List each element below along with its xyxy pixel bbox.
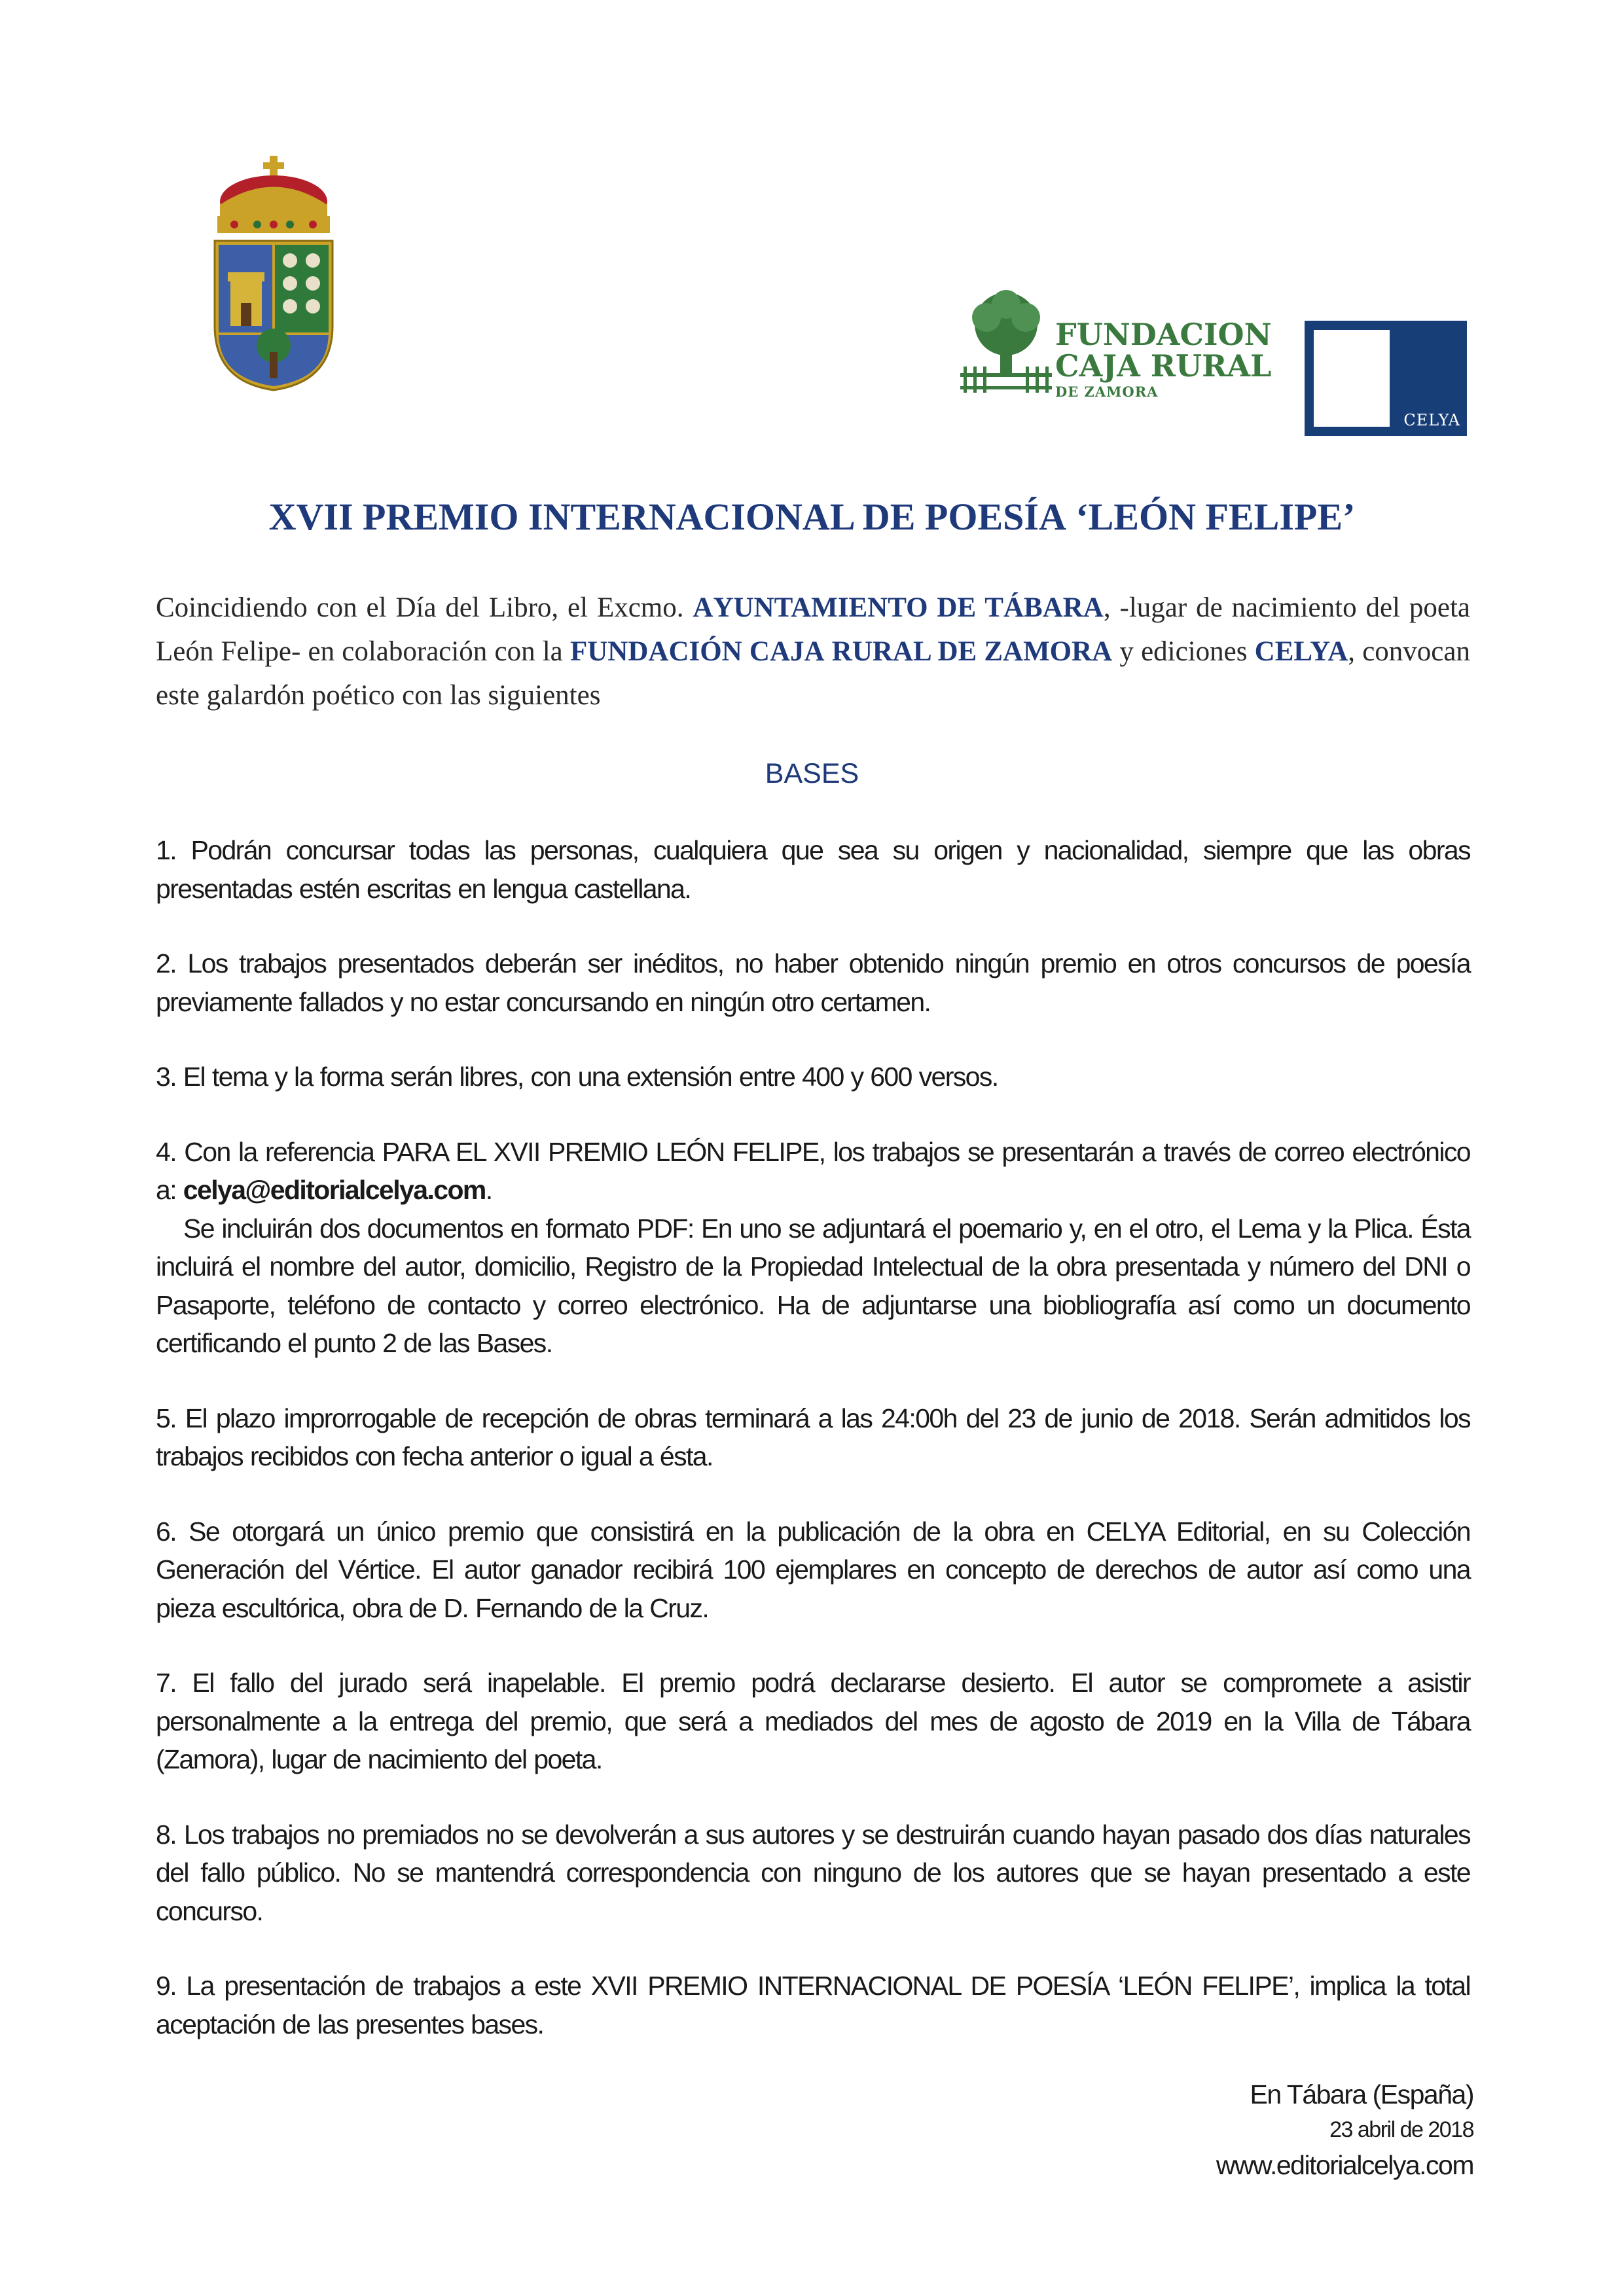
contact-email-link[interactable]: celya@editorialcelya.com [183,1175,486,1205]
coat-of-arms-icon [208,156,339,391]
website-link[interactable]: www.editorialcelya.com [1216,2150,1473,2180]
celya-logo [1305,321,1467,436]
footer-location: En Tábara (España) [1250,2079,1473,2109]
rules-list [156,831,1470,2080]
document-footer [1216,2075,1473,2185]
rule-3: 3. El tema y la forma serán libres, con una extensión entre 400 y 600 versos. [156,1062,998,1092]
rule-8: 8. Los trabajos no premiados no se devolverán a sus autores y se destruirán cuando hayan pasado dos días naturales del fallo público. No se mantendrá correspondencia con ninguno de los autores que se hayan presentado a este concurso. [156,1819,1470,1926]
bases-heading: BASES [765,758,859,789]
footer-date: 23 abril de 2018 [1329,2117,1473,2142]
rule-5: 5. El plazo improrrogable de recepción de obras terminará a las 24:00h del 23 de junio de 2018. Serán admitidos los trabajos recibidos con fecha anterior o igual a ésta. [156,1403,1470,1471]
fundacion-line3: DE ZAMORA [1055,384,1159,400]
celya-logo-label: CELYA [1403,411,1460,429]
rule-7: 7. El fallo del jurado será inapelable. El premio podrá declararse desierto. El autor se compromete a asistir personalmente a la entrega del premio, que será a mediados del mes de agosto de 2019 en la Villa de Tábara (Zamora), lugar de nacimiento del poeta. [156,1668,1470,1774]
tree-icon [957,288,1055,396]
rule-6: 6. Se otorgará un único premio que consistirá en la publicación de la obra en CELYA Editorial, en su Colección Generación del Vértice. El autor ganador recibirá 100 ejemplares en concepto de derechos de autor así como una pieza escultórica, obra de D. Fernando de la Cruz. [156,1516,1470,1623]
fundacion-caja-rural-logo [957,288,1272,400]
rule-4: 4. Con la referencia PARA EL XVII PREMIO LEÓN FELIPE, los trabajos se presentarán a través de correo electrónico a: celya@editorialcelya.com. [156,1136,1470,1205]
intro-paragraph: Coincidiendo con el Día del Libro, el Excmo. AYUNTAMIENTO DE TÁBARA, -lugar de nacimiento del poeta León Felipe- en colaboración con la FUNDACIÓN CAJA RURAL DE ZAMORA y ediciones CELYA, convocan este galardón poético con las siguientes [156,592,1471,711]
fundacion-line1: FUNDACION [1055,317,1272,352]
rule-2: 2. Los trabajos presentados deberán ser inéditos, no haber obtenido ningún premio en otros concursos de poesía previamente fallados y no estar concursando en ningún otro certamen. [156,948,1470,1017]
rule-4-details: Se incluirán dos documentos en formato PDF: En uno se adjuntará el poemario y, en el otro, el Lema y la Plica. Ésta incluirá el nombre del autor, domicilio, Registro de la Propiedad Intelectual de la obra presentada y número del DNI o Pasaporte, teléfono de contacto y correo electrónico. Ha de adjuntarse una biobliografía así como un documento certificando el punto 2 de las Bases. [156,1213,1470,1358]
rule-9: 9. La presentación de trabajos a este XVII PREMIO INTERNACIONAL DE POESÍA ‘LEÓN FELIPE’, implica la total aceptación de las presentes bases. [156,1971,1470,2039]
rule-1: 1. Podrán concursar todas las personas, cualquiera que sea su origen y nacionalidad, siempre que las obras presentadas estén escritas en lengua castellana. [156,835,1470,904]
fundacion-line2: CAJA RURAL [1055,348,1272,384]
document-title: XVII PREMIO INTERNACIONAL DE POESÍA ‘LEÓN FELIPE’ [268,495,1356,538]
